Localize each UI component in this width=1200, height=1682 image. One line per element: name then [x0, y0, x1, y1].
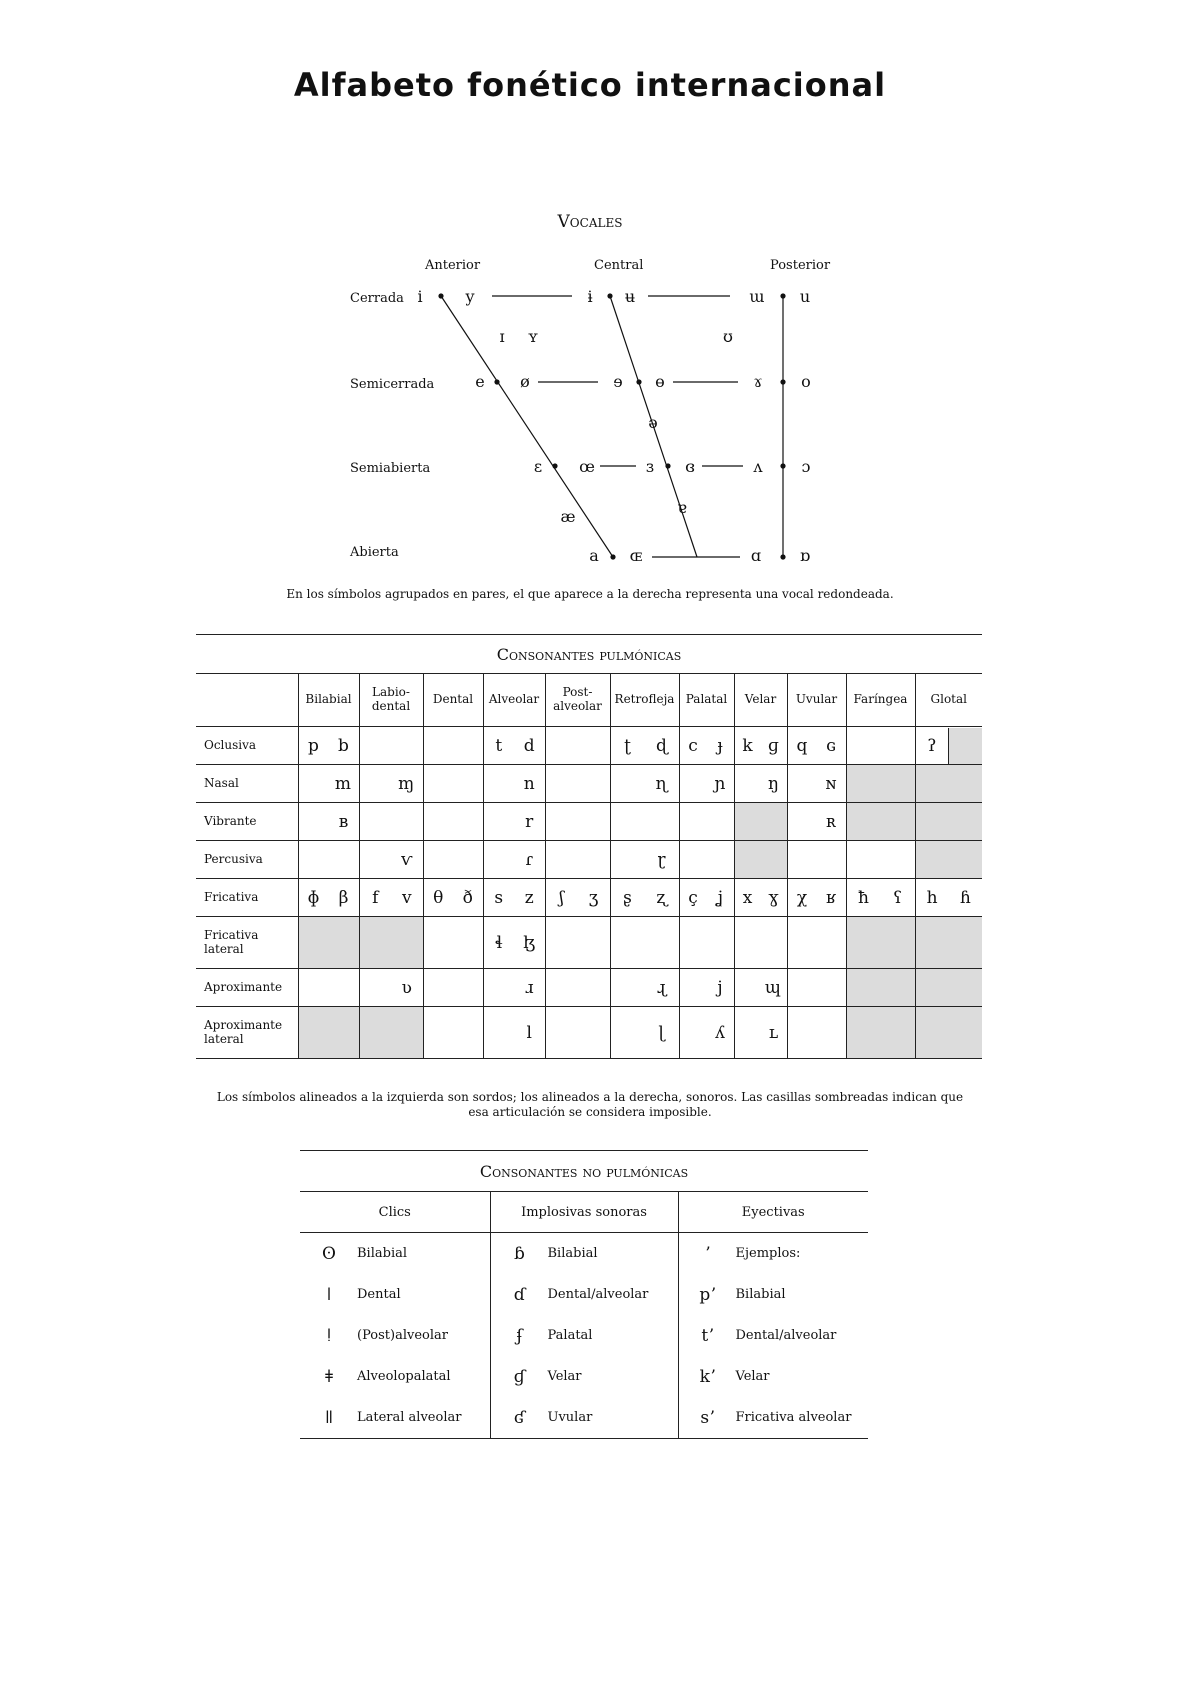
consonant-cell — [679, 917, 734, 969]
consonant-cell — [734, 879, 787, 917]
vowel-row-close: Cerrada — [350, 291, 404, 306]
nonpulmonic-symbol: ǀ — [326, 1284, 332, 1305]
manner-row — [196, 727, 982, 765]
nonpulmonic-row — [300, 1274, 868, 1315]
voiceless-symbol: t — [495, 735, 503, 756]
nonpulmonic-cell — [678, 1356, 868, 1397]
consonant-cell — [483, 917, 545, 969]
consonant-cell — [483, 879, 545, 917]
manner-row — [196, 917, 982, 969]
voiceless-symbol: p — [308, 735, 319, 756]
consonant-cell — [787, 803, 846, 841]
vowel-col-front: Anterior — [425, 258, 481, 273]
consonant-cell — [734, 841, 787, 879]
consonant-cell — [359, 969, 423, 1007]
place-header: Faríngea — [846, 674, 915, 727]
consonant-cell — [545, 969, 610, 1007]
vowels-heading: Vocales — [557, 212, 623, 232]
nonpulmonic-symbol: ʘ — [322, 1243, 336, 1264]
nonpulmonic-cell — [678, 1233, 868, 1275]
header-corner — [196, 674, 298, 727]
voiced-symbol: ɹ — [524, 977, 534, 998]
voiceless-symbol: ʃ — [559, 887, 564, 908]
vowel-symbol: ɶ — [629, 546, 643, 565]
voiced-symbol: ɻ — [656, 977, 667, 998]
nonpulmonic-symbol: sʼ — [700, 1407, 715, 1428]
consonant-cell — [846, 803, 915, 841]
nonpulmonic-label: Dental — [357, 1287, 401, 1302]
vowel-symbol: ɵ — [655, 372, 665, 391]
place-header: Uvular — [787, 674, 846, 727]
nonpulmonic-label: Dental/alveolar — [735, 1328, 837, 1343]
consonant-cell — [483, 765, 545, 803]
voiced-symbol: ɖ — [656, 735, 667, 756]
nonpulmonic-cell — [300, 1274, 490, 1315]
consonant-cell — [915, 1007, 982, 1059]
vowel-symbol: y — [465, 287, 475, 306]
consonant-cell — [423, 969, 483, 1007]
header-implosivas: Implosivas sonoras — [490, 1192, 678, 1233]
voiceless-symbol: q — [796, 735, 808, 756]
vowel-trapezium-lines — [0, 0, 1200, 620]
pulmonic-consonants-table — [196, 634, 982, 1059]
nonpulmonic-cell — [490, 1315, 678, 1356]
manner-row — [196, 803, 982, 841]
voiced-symbol: z — [524, 887, 534, 908]
voiceless-symbol: ʂ — [623, 887, 632, 908]
voiced-symbol: ɟ — [717, 735, 723, 756]
voiced-symbol: ɡ — [768, 735, 779, 756]
nonpulmonic-label: Velar — [735, 1369, 770, 1384]
consonant-cell — [846, 1007, 915, 1059]
consonant-cell — [545, 803, 610, 841]
header-clics: Clics — [300, 1192, 490, 1233]
voiced-symbol: ⱱ — [401, 849, 413, 870]
consonant-cell — [915, 727, 982, 765]
vowel-symbol: ɤ — [753, 372, 763, 391]
pulmonic-caption: Consonantes pulmónicas — [196, 635, 982, 674]
consonant-cell — [679, 879, 734, 917]
vowel-symbol: ɜ — [645, 457, 655, 476]
consonant-cell — [359, 765, 423, 803]
nonpulmonic-symbol: ǃ — [326, 1325, 332, 1346]
voiced-symbol: m — [334, 773, 352, 794]
voiceless-symbol: x — [742, 887, 753, 908]
consonant-cell — [610, 917, 679, 969]
nonpulmonic-symbol: tʼ — [701, 1325, 714, 1346]
impossible-shading — [948, 728, 982, 764]
manner-label: Fricativa lateral — [196, 917, 298, 969]
voiced-symbol: ɳ — [655, 773, 668, 794]
voiceless-symbol: ç — [688, 887, 698, 908]
manner-row — [196, 841, 982, 879]
nonpulmonic-cell — [490, 1356, 678, 1397]
voiced-symbol: ɦ — [959, 887, 971, 908]
vowel-symbol: ø — [520, 372, 530, 391]
voiced-symbol: r — [525, 811, 534, 832]
voiced-symbol: ɮ — [523, 932, 536, 953]
vowel-symbol: ɪ — [499, 327, 505, 346]
consonant-cell — [545, 841, 610, 879]
vowel-chart — [0, 0, 1200, 620]
consonant-cell — [423, 917, 483, 969]
vowel-col-central: Central — [594, 258, 644, 273]
consonant-cell — [610, 727, 679, 765]
consonant-cell — [846, 765, 915, 803]
consonant-cell — [787, 879, 846, 917]
consonant-cell — [734, 1007, 787, 1059]
vowel-row-closemid: Semicerrada — [350, 377, 435, 392]
voiced-symbol: β — [338, 887, 349, 908]
consonant-cell — [545, 765, 610, 803]
manner-label: Percusiva — [196, 841, 298, 879]
consonant-cell — [734, 917, 787, 969]
voiced-symbol: ʙ — [338, 811, 349, 832]
nonpulmonic-row — [300, 1356, 868, 1397]
nonpulmonic-symbol: ʄ — [516, 1325, 523, 1346]
voiced-symbol: ɣ — [768, 887, 779, 908]
voiced-symbol: ɱ — [398, 773, 415, 794]
nonpulmonic-symbol: pʼ — [699, 1284, 716, 1305]
consonant-cell — [483, 727, 545, 765]
vowel-symbol: ʊ — [723, 327, 733, 346]
place-header: Alveolar — [483, 674, 545, 727]
consonant-cell — [545, 879, 610, 917]
consonant-cell — [483, 1007, 545, 1059]
voiced-symbol: ʝ — [716, 887, 724, 908]
voiced-symbol: ɢ — [826, 735, 836, 756]
voiced-symbol: ʋ — [401, 977, 412, 998]
consonant-cell — [483, 803, 545, 841]
consonant-cell — [298, 1007, 359, 1059]
voiced-symbol: ʀ — [826, 811, 836, 832]
consonant-cell — [423, 803, 483, 841]
consonant-cell — [359, 841, 423, 879]
voiceless-symbol: θ — [433, 887, 444, 908]
nonpulmonic-symbol: kʼ — [699, 1366, 716, 1387]
consonant-cell — [915, 969, 982, 1007]
consonant-cell — [423, 879, 483, 917]
consonant-cell — [787, 969, 846, 1007]
voiceless-symbol: s — [494, 887, 504, 908]
voiced-symbol: d — [523, 735, 535, 756]
vowel-symbol: o — [801, 372, 811, 391]
consonant-cell — [610, 803, 679, 841]
vowel-row-openmid: Semiabierta — [350, 461, 431, 476]
consonant-cell — [483, 841, 545, 879]
consonant-cell — [298, 879, 359, 917]
voiceless-symbol: h — [926, 887, 938, 908]
consonant-cell — [679, 969, 734, 1007]
vowel-symbol: æ — [560, 507, 576, 526]
nonpulmonic-row — [300, 1233, 868, 1275]
consonant-cell — [610, 1007, 679, 1059]
voiced-symbol: ɭ — [658, 1022, 665, 1043]
nonpulmonic-cell — [678, 1397, 868, 1439]
consonant-cell — [915, 765, 982, 803]
nonpulmonic-cell — [490, 1274, 678, 1315]
consonant-symbol: ʔ — [927, 735, 937, 756]
vowel-symbol: ə — [648, 413, 658, 432]
consonant-cell — [423, 841, 483, 879]
vowel-symbol: ɨ — [587, 287, 593, 306]
vowel-symbol: ɘ — [613, 372, 623, 391]
nonpulmonic-symbol: ʛ — [513, 1407, 526, 1428]
nonpulmonic-label: Alveolopalatal — [357, 1369, 451, 1384]
consonant-cell — [679, 803, 734, 841]
voiceless-symbol: f — [372, 887, 379, 908]
consonant-cell — [359, 803, 423, 841]
voiced-symbol: ɽ — [657, 849, 666, 870]
vowel-symbol: ʏ — [527, 327, 539, 346]
vowels-note: En los símbolos agrupados en pares, el que aparece a la derecha representa una vocal redondeada. — [286, 587, 894, 601]
nonpulmonic-symbol: ɗ — [513, 1284, 526, 1305]
consonant-cell — [734, 803, 787, 841]
vowel-symbol: ʌ — [753, 457, 763, 476]
consonant-cell — [915, 879, 982, 917]
consonant-cell — [679, 841, 734, 879]
voiced-symbol: j — [717, 977, 723, 998]
consonant-cell — [787, 917, 846, 969]
nonpulmonic-symbol: ǂ — [325, 1366, 333, 1387]
nonpulmonic-label: Bilabial — [357, 1246, 408, 1261]
consonant-cell — [423, 1007, 483, 1059]
vowel-symbol: ɐ — [677, 498, 687, 517]
manner-label: Nasal — [196, 765, 298, 803]
consonant-cell — [846, 917, 915, 969]
nonpulmonic-cell — [300, 1356, 490, 1397]
vowel-symbol: ɛ — [533, 457, 543, 476]
nonpulmonic-row — [300, 1397, 868, 1439]
manner-label: Aproximante — [196, 969, 298, 1007]
manner-label: Oclusiva — [196, 727, 298, 765]
consonant-cell — [734, 969, 787, 1007]
voiced-symbol: ɰ — [764, 977, 782, 998]
place-header: Velar — [734, 674, 787, 727]
place-header: Dental — [423, 674, 483, 727]
manner-row — [196, 1007, 982, 1059]
consonant-cell — [610, 879, 679, 917]
voiced-symbol: ɲ — [714, 773, 726, 794]
vowel-symbol: ɞ — [685, 457, 695, 476]
voiceless-symbol: ʈ — [624, 735, 631, 756]
consonant-cell — [610, 969, 679, 1007]
consonant-cell — [483, 969, 545, 1007]
nonpulmonic-label: Ejemplos: — [735, 1246, 801, 1261]
vowel-row-open: Abierta — [350, 545, 399, 560]
voiced-symbol: v — [401, 887, 412, 908]
consonant-cell — [359, 879, 423, 917]
consonant-cell — [298, 727, 359, 765]
vowel-symbol: e — [475, 372, 485, 391]
voiced-symbol: ɾ — [525, 849, 534, 870]
manner-label: Aproximante lateral — [196, 1007, 298, 1059]
nonpulmonic-cell — [300, 1233, 490, 1275]
consonant-cell — [359, 727, 423, 765]
vowel-col-back: Posterior — [770, 258, 831, 273]
nonpulmonic-label: Velar — [547, 1369, 582, 1384]
voiced-symbol: ð — [462, 887, 473, 908]
page-title: Alfabeto fonético internacional — [293, 66, 887, 104]
nonpulmonic-label: Dental/alveolar — [547, 1287, 649, 1302]
vowel-symbol: ɒ — [799, 546, 811, 565]
consonant-cell — [915, 917, 982, 969]
consonant-cell — [298, 917, 359, 969]
nonpulmonic-symbol: ʼ — [704, 1243, 711, 1264]
consonant-cell — [787, 727, 846, 765]
consonant-cell — [298, 765, 359, 803]
manner-row — [196, 879, 982, 917]
consonant-cell — [423, 765, 483, 803]
vowel-symbol: i — [417, 287, 423, 306]
consonant-cell — [846, 727, 915, 765]
consonant-cell — [915, 841, 982, 879]
consonant-cell — [298, 841, 359, 879]
consonant-cell — [298, 969, 359, 1007]
consonant-cell — [359, 1007, 423, 1059]
nonpulmonic-caption: Consonantes no pulmónicas — [300, 1151, 868, 1192]
nonpulmonic-label: (Post)alveolar — [357, 1328, 448, 1343]
consonant-cell — [787, 1007, 846, 1059]
consonant-cell — [787, 765, 846, 803]
nonpulmonic-symbol: ɓ — [514, 1243, 525, 1264]
consonant-cell — [846, 879, 915, 917]
nonpulmonic-label: Bilabial — [735, 1287, 786, 1302]
voiced-symbol: ʁ — [826, 887, 836, 908]
nonpulmonic-symbol: ɠ — [513, 1366, 526, 1387]
voiced-symbol: n — [523, 773, 535, 794]
nonpulmonic-consonants-table — [300, 1150, 868, 1439]
voiced-symbol: l — [526, 1022, 532, 1043]
voiceless-symbol: χ — [796, 887, 808, 908]
manner-label: Fricativa — [196, 879, 298, 917]
consonant-cell — [679, 727, 734, 765]
place-header: Retrofleja — [610, 674, 679, 727]
consonant-cell — [359, 917, 423, 969]
nonpulmonic-label: Lateral alveolar — [357, 1410, 462, 1425]
manner-row — [196, 969, 982, 1007]
consonant-cell — [787, 841, 846, 879]
consonant-cell — [915, 803, 982, 841]
consonant-cell — [734, 765, 787, 803]
consonant-cell — [298, 803, 359, 841]
nonpulmonic-label: Uvular — [547, 1410, 593, 1425]
nonpulmonic-cell — [490, 1233, 678, 1275]
consonant-cell — [610, 841, 679, 879]
manner-row — [196, 765, 982, 803]
consonant-cell — [545, 727, 610, 765]
consonant-cell — [846, 841, 915, 879]
nonpulmonic-label: Bilabial — [547, 1246, 598, 1261]
nonpulmonic-label: Palatal — [547, 1328, 593, 1343]
place-header: Glotal — [915, 674, 982, 727]
vowel-symbol: a — [589, 546, 599, 565]
voiceless-symbol: k — [742, 735, 753, 756]
nonpulmonic-cell — [678, 1274, 868, 1315]
nonpulmonic-cell — [300, 1315, 490, 1356]
vowel-symbol: ɔ — [801, 457, 811, 476]
vowel-symbol: ʉ — [624, 287, 636, 306]
pulmonic-note: Los símbolos alineados a la izquierda son sordos; los alineados a la derecha, sonoros. Las casillas sombreadas indican que esa articulación se considera imposible. — [216, 1090, 964, 1119]
consonant-cell — [734, 727, 787, 765]
place-header: Palatal — [679, 674, 734, 727]
voiced-symbol: ʕ — [892, 887, 903, 908]
voiced-symbol: b — [338, 735, 349, 756]
nonpulmonic-cell — [678, 1315, 868, 1356]
voiceless-symbol: ɸ — [307, 887, 320, 908]
vowel-symbol: ɑ — [750, 546, 762, 565]
consonant-cell — [679, 765, 734, 803]
voiced-symbol: ŋ — [768, 773, 779, 794]
consonant-cell — [679, 1007, 734, 1059]
voiceless-symbol: ħ — [858, 887, 869, 908]
vowel-symbol: u — [799, 287, 811, 306]
manner-label: Vibrante — [196, 803, 298, 841]
vowel-symbol: œ — [579, 457, 595, 476]
voiceless-symbol: ɬ — [494, 932, 503, 953]
consonant-cell — [423, 727, 483, 765]
consonant-cell — [545, 1007, 610, 1059]
vowel-symbol: ɯ — [749, 287, 765, 306]
voiced-symbol: ʎ — [715, 1022, 725, 1043]
header-eyectivas: Eyectivas — [678, 1192, 868, 1233]
voiced-symbol: ʟ — [768, 1022, 779, 1043]
consonant-cell — [846, 969, 915, 1007]
place-header: Bilabial — [298, 674, 359, 727]
nonpulmonic-symbol: ǁ — [324, 1407, 334, 1428]
place-header: Post-alveolar — [545, 674, 610, 727]
place-header: Labio-dental — [359, 674, 423, 727]
nonpulmonic-row — [300, 1315, 868, 1356]
consonant-cell — [610, 765, 679, 803]
nonpulmonic-cell — [300, 1397, 490, 1439]
voiced-symbol: ʒ — [588, 887, 599, 908]
voiced-symbol: ʐ — [656, 887, 667, 908]
voiced-symbol: ɴ — [825, 773, 837, 794]
voiceless-symbol: c — [688, 735, 698, 756]
consonant-cell — [545, 917, 610, 969]
nonpulmonic-cell — [490, 1397, 678, 1439]
nonpulmonic-label: Fricativa alveolar — [735, 1410, 852, 1425]
